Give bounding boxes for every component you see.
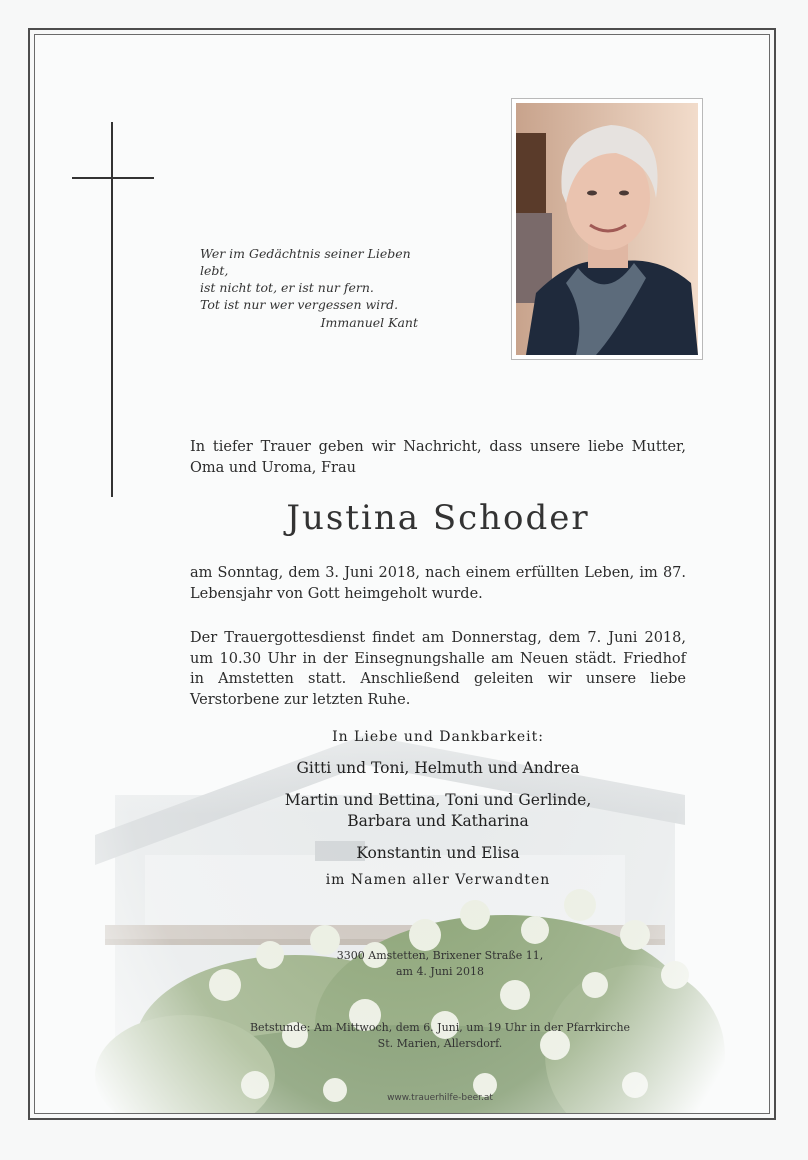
mourners-line: Gitti und Toni, Helmuth und Andrea xyxy=(296,759,580,777)
mourners-heading: In Liebe und Dankbarkeit: xyxy=(332,729,544,745)
quote-author: Immanuel Kant xyxy=(320,315,418,330)
address-block xyxy=(240,948,640,980)
mourners-line-group xyxy=(190,790,686,832)
prayer-line: Betstunde: Am Mittwoch, dem 6. Juni, um 19 Uhr in der Pfarrkirche xyxy=(249,1021,631,1034)
mourners-line: Barbara und Katharina xyxy=(347,812,529,830)
death-notice: am Sonntag, dem 3. Juni 2018, nach einem erfüllten Leben, im 87. Lebensjahr von Gott heimgeholt wurde. xyxy=(190,565,686,602)
deceased-name: Justina Schoder xyxy=(286,498,590,538)
portrait-frame xyxy=(511,98,703,360)
portrait-photo xyxy=(516,103,698,355)
prayer-hour-block xyxy=(190,1020,690,1052)
intro-text: In tiefer Trauer geben wir Nachricht, dass unsere liebe Mutter, Oma und Uroma, Frau xyxy=(190,439,686,476)
cross-horizontal-bar xyxy=(72,177,154,179)
quote-line: Wer im Gedächtnis seiner Lieben lebt, xyxy=(200,246,411,278)
quote-line: Tot ist nur wer vergessen wird. xyxy=(200,297,399,312)
address-line: 3300 Amstetten, Brixener Straße 11, xyxy=(336,949,544,962)
mourners-closing: im Namen aller Verwandten xyxy=(325,872,551,888)
quote-line: ist nicht tot, er ist nur fern. xyxy=(200,280,374,295)
mourners-line: Konstantin und Elisa xyxy=(356,844,520,862)
date-line: am 4. Juni 2018 xyxy=(395,965,485,978)
prayer-location: St. Marien, Allersdorf. xyxy=(377,1037,503,1050)
funeral-service-text: Der Trauergottesdienst findet am Donnerstag, dem 7. Juni 2018, um 10.30 Uhr in der Einsegnungshalle am Neuen städt. Friedhof in Amstetten statt. Anschließend geleiten wir unsere liebe Verstorbene zur letzten Ruhe. xyxy=(190,630,686,708)
funeral-home-url: www.trauerhilfe-beer.at xyxy=(387,1093,493,1103)
mourners-line: Martin und Bettina, Toni und Gerlinde, xyxy=(284,791,592,809)
memorial-quote xyxy=(200,245,440,331)
